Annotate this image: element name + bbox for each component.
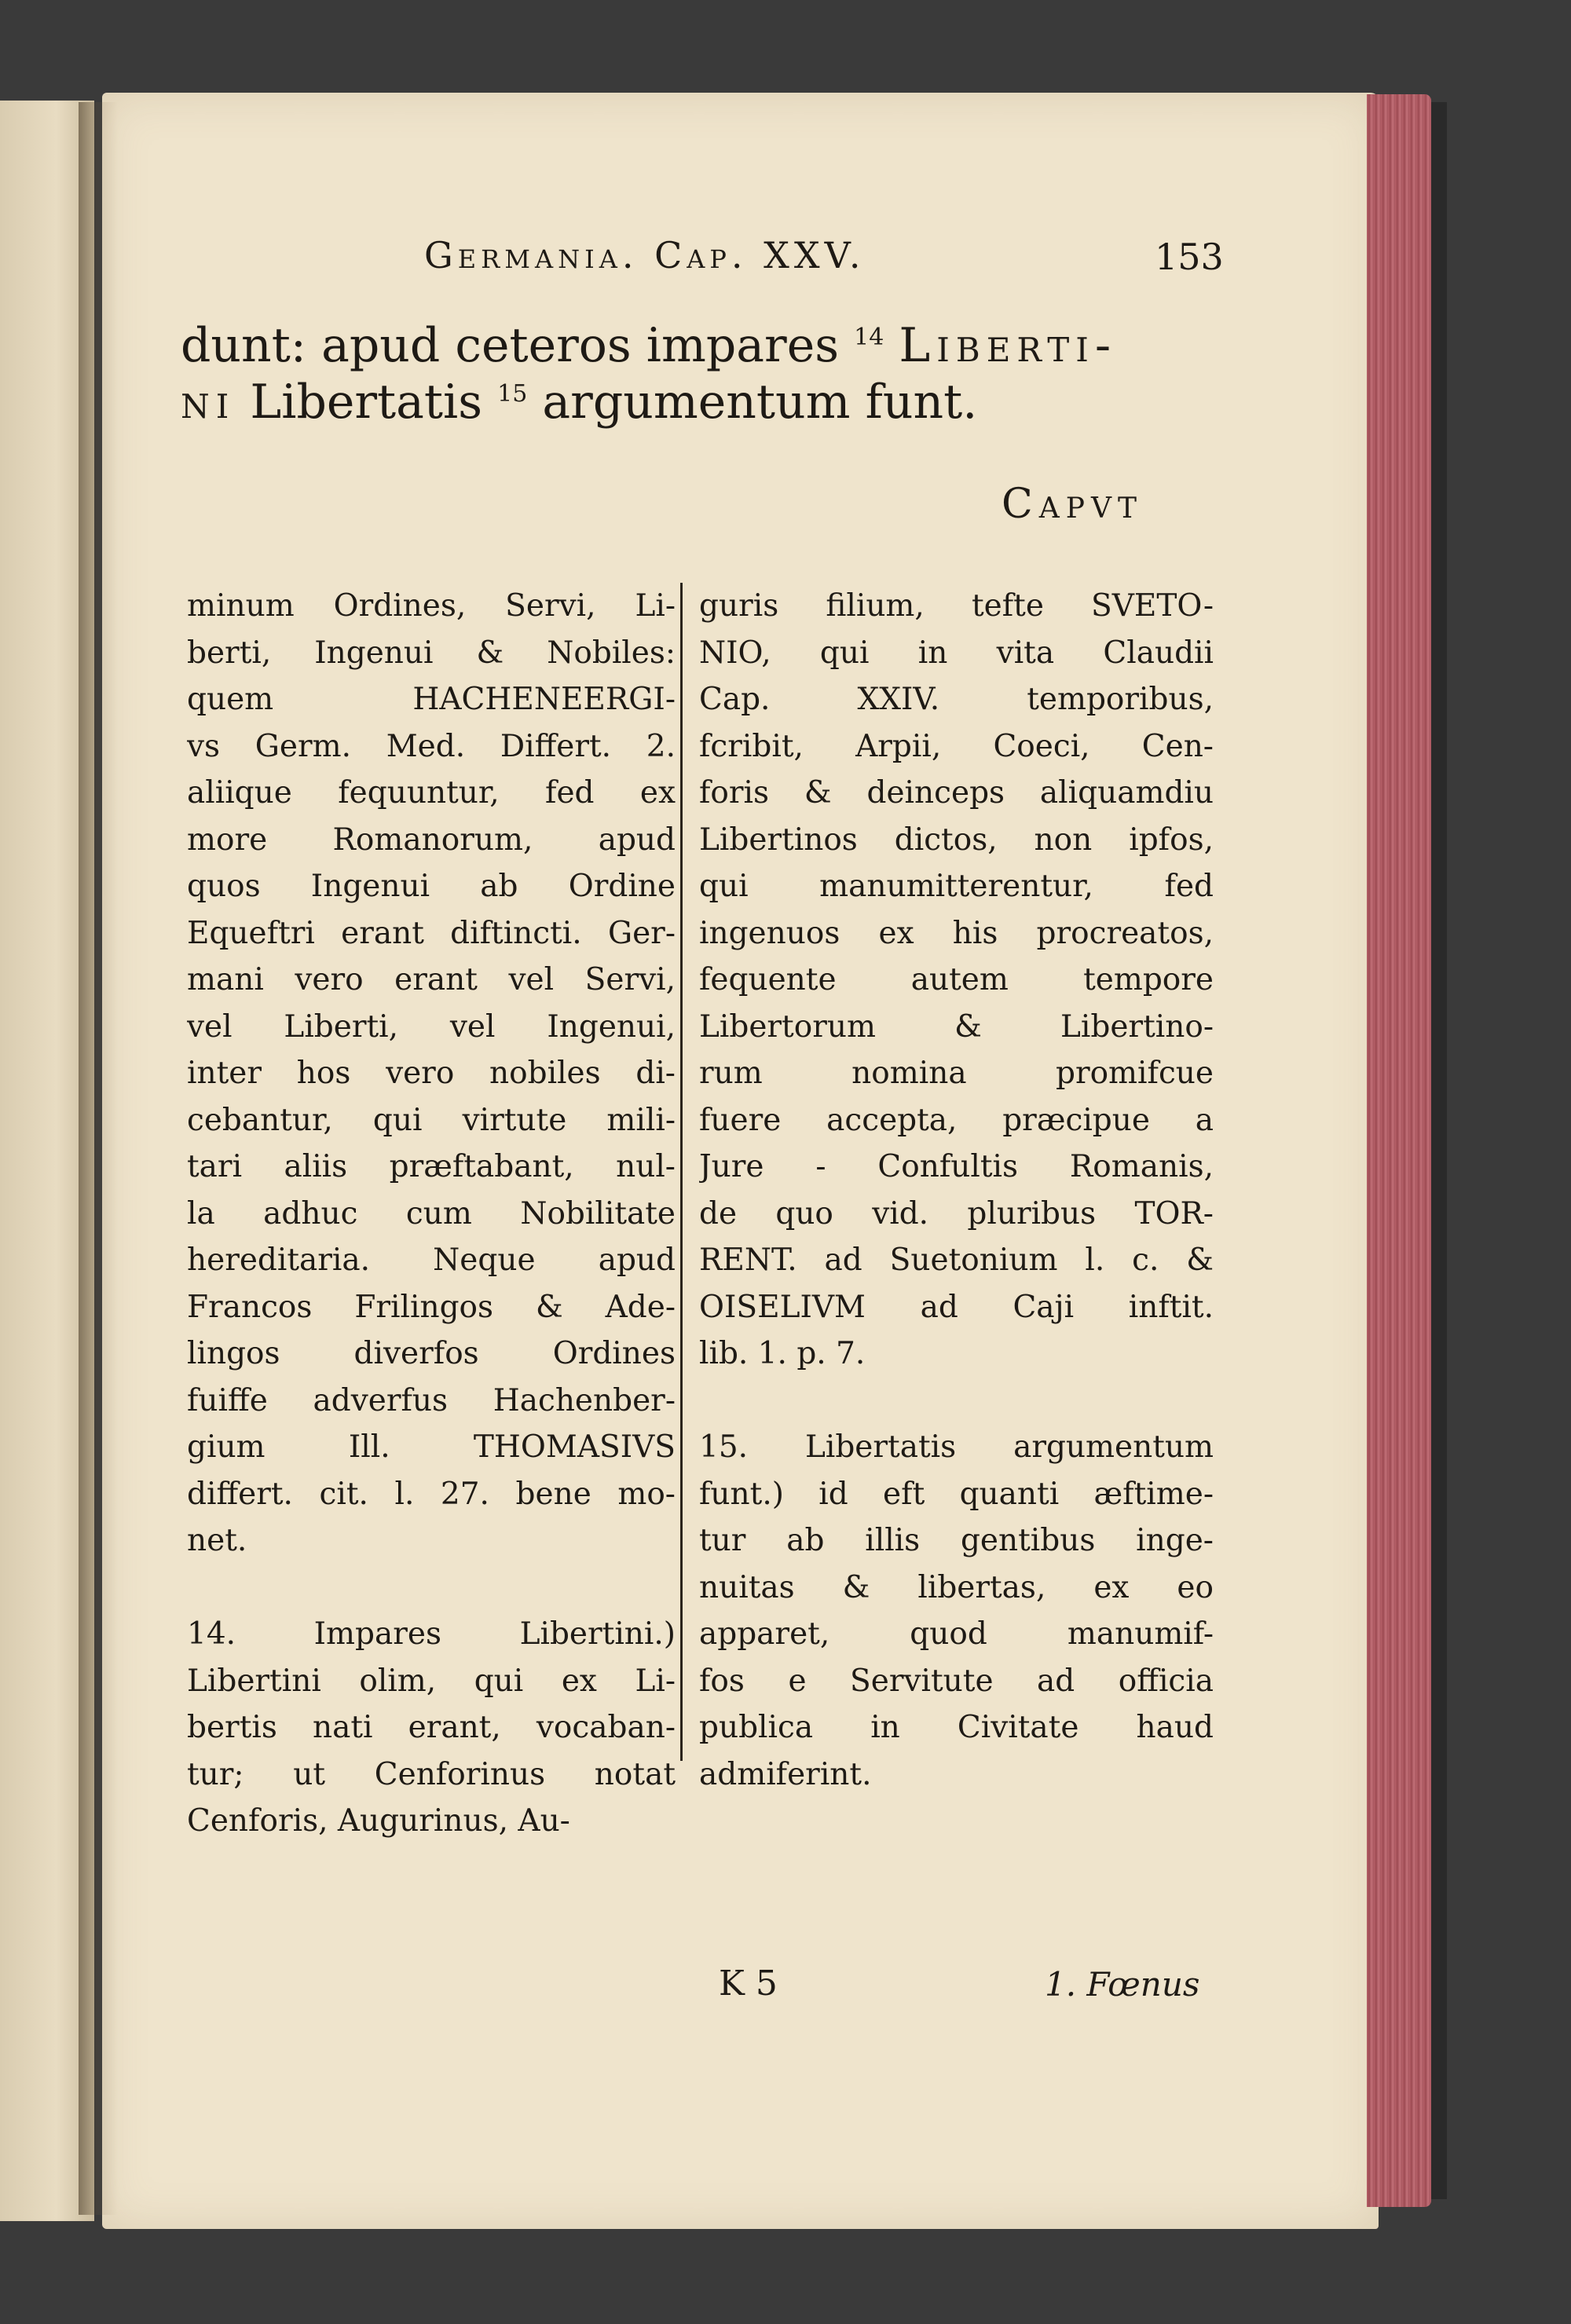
footnote-line: Equeftri erant diftincti. Ger-	[187, 915, 676, 951]
footnote-line: Cap. XXIV. temporibus,	[699, 682, 1214, 717]
footnote-line: OISELIVM ad Caji inftit.	[699, 1289, 1214, 1325]
footnote-line: Libertini olim, qui ex Li-	[187, 1663, 676, 1699]
footnote-line: publica in Civitate haud	[699, 1710, 1214, 1745]
footnote-ref-15: 15	[497, 380, 528, 408]
red-page-edges	[1367, 94, 1431, 2207]
footnote-line: ingenuos ex his procreatos,	[699, 915, 1214, 951]
caput-heading: Capvt	[1002, 481, 1144, 528]
footnote-line: Cenforis, Augurinus, Au-	[187, 1803, 570, 1839]
main-text-segment: argumentum funt.	[542, 375, 978, 430]
footnote-line: 14. Impares Libertini.)	[187, 1616, 676, 1652]
footnote-line: mani vero erant vel Servi,	[187, 962, 676, 997]
main-text-line-2	[181, 375, 978, 430]
footnote-line: vel Liberti, vel Ingenui,	[187, 1008, 676, 1045]
footnote-line: gium Ill. THOMASIVS	[187, 1429, 676, 1465]
footnote-line: guris filium, tefte SVETO-	[699, 588, 1214, 624]
footnote-line: net.	[187, 1523, 247, 1558]
footnotes-right-column	[699, 583, 1214, 1798]
footnote-line: apparet, quod manumif-	[699, 1616, 1214, 1652]
footnote-gap	[699, 1378, 1214, 1425]
main-text-segment: Libertatis	[250, 375, 483, 430]
footnote-line: minum Ordines, Servi, Li-	[187, 588, 676, 624]
footnote-line: tur; ut Cenforinus notat	[187, 1756, 676, 1792]
footnote-line: admiferint.	[699, 1756, 872, 1792]
footnote-line: qui manumitterentur, fed	[699, 869, 1214, 904]
footnote-line: fuiffe adverfus Hachenber-	[187, 1382, 676, 1418]
footnote-line: la adhuc cum Nobilitate	[187, 1195, 676, 1232]
footnote-line: lingos diverfos Ordines	[187, 1336, 676, 1371]
footnote-line: vs Germ. Med. Differt. 2.	[187, 728, 676, 764]
footnote-line: hereditaria. Neque apud	[187, 1243, 676, 1278]
footnote-line: fuere accepta, præcipue a	[699, 1102, 1214, 1138]
footnote-line: fos e Servitute ad officia	[699, 1663, 1214, 1699]
footnote-ref-14: 14	[854, 324, 884, 351]
footnote-line: 15. Libertatis argumentum	[699, 1429, 1214, 1465]
footnote-line: berti, Ingenui & Nobiles:	[187, 635, 676, 671]
footnote-line: RENT. ad Suetonium l. c. &	[699, 1243, 1214, 1278]
page-edge-shadow	[1431, 102, 1447, 2199]
catchword: 1. Fœnus	[1045, 1965, 1200, 2004]
footnote-line: inter hos vero nobiles di-	[187, 1056, 676, 1091]
footnote-line: fcribit, Arpii, Coeci, Cen-	[699, 728, 1214, 764]
column-divider	[680, 583, 683, 1761]
footnote-line: cebantur, qui virtute mili-	[187, 1102, 676, 1138]
main-text-smallcaps: ni	[181, 375, 236, 430]
footnote-line: aliique fequuntur, fed ex	[187, 775, 676, 811]
footnote-line: tur ab illis gentibus inge-	[699, 1523, 1214, 1558]
footnote-line: differt. cit. l. 27. bene mo-	[187, 1476, 676, 1512]
signature-mark: K 5	[719, 1964, 778, 2004]
footnote-line: tari aliis præftabant, nul-	[187, 1149, 676, 1184]
footnote-line: fequente autem tempore	[699, 962, 1214, 997]
page-number: 153	[1155, 236, 1224, 278]
footnote-line: Libertorum & Libertino-	[699, 1008, 1214, 1045]
footnote-line: nuitas & libertas, ex eo	[699, 1569, 1214, 1605]
footnote-line: bertis nati erant, vocaban-	[187, 1710, 676, 1745]
footnote-line: Francos Frilingos & Ade-	[187, 1289, 676, 1325]
footnote-line: Jure - Confultis Romanis,	[699, 1149, 1214, 1184]
book-gutter	[79, 102, 118, 2215]
footnote-gap	[187, 1565, 676, 1612]
main-text-line-1	[181, 318, 1118, 373]
footnote-line: rum nomina promifcue	[699, 1056, 1214, 1091]
footnote-line: foris & deinceps aliquamdiu	[699, 775, 1214, 811]
footnotes-left-column	[187, 583, 676, 1845]
main-text-smallcaps: Liberti-	[899, 318, 1118, 373]
footnote-line: Libertinos dictos, non ipfos,	[699, 822, 1214, 858]
footnote-line: funt.) id eft quanti æftime-	[699, 1476, 1214, 1512]
footnote-line: de quo vid. pluribus TOR-	[699, 1195, 1214, 1232]
footnote-line: NIO, qui in vita Claudii	[699, 635, 1214, 671]
running-head: Germania. Cap. XXV.	[424, 234, 866, 276]
main-text-segment: dunt: apud ceteros impares	[181, 318, 840, 373]
footnote-line: quos Ingenui ab Ordine	[187, 869, 676, 904]
footnote-line: lib. 1. p. 7.	[699, 1336, 866, 1371]
footnote-line: more Romanorum, apud	[187, 822, 676, 858]
footnote-line: quem HACHENEERGI-	[187, 682, 676, 717]
